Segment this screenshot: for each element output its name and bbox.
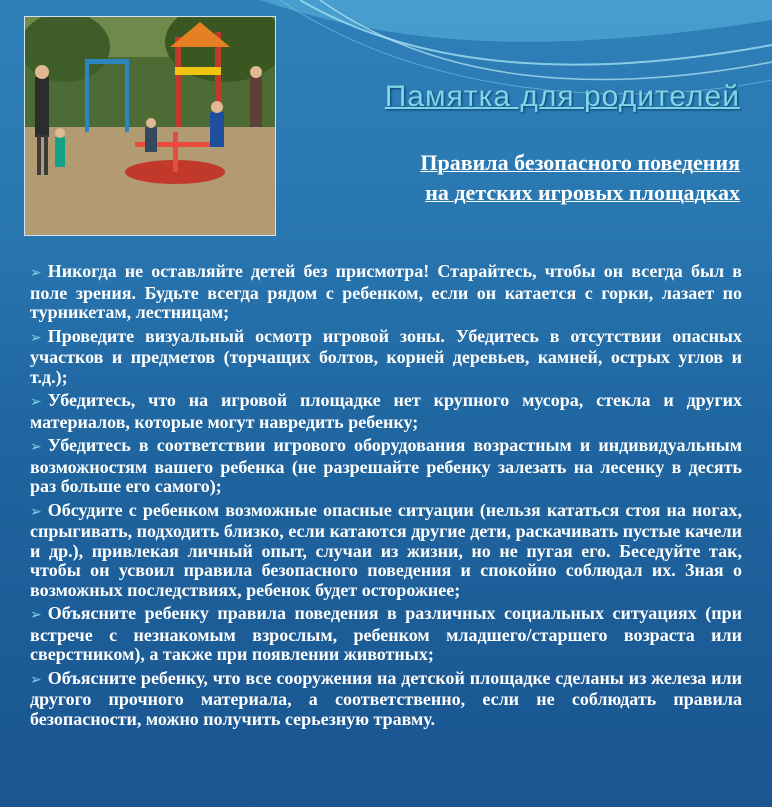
page-title: Памятка для родителей: [384, 80, 740, 113]
rule-text: Объясните ребенку, что все сооружения на детской площадке сделаны из железа или другого прочного материала, а соответственно, если не соблюдать правила безопасности, можно получить серьезную травму.: [30, 667, 742, 729]
arrow-bullet-icon: ➢: [30, 607, 42, 623]
rule-item: [30, 436, 742, 497]
arrow-bullet-icon: ➢: [30, 439, 42, 455]
arrow-bullet-icon: ➢: [30, 265, 42, 281]
rules-list: [30, 262, 742, 733]
rule-text: Убедитесь в соответствии игрового оборудования возрастным и индивидуальным возможностям вашего ребенка (не разрешайте ребенку залезать на лесенку в десять раз больше его самого);: [30, 435, 742, 496]
playground-photo: [24, 16, 276, 236]
rule-item: [30, 391, 742, 432]
arrow-bullet-icon: ➢: [30, 503, 42, 520]
rule-text: Обсудите с ребенком возможные опасные ситуации (нельзя кататься стоя на ногах, спрыгивать, подходить близко, если катаются другие дети, раскачивать пустые качели и др.), привлекая личный опыт, случаи из жизни, но не пугая его. Беседуйте так, чтобы он усвоил правила безопасного поведения и спокойно соблюдал их. Зная о возможных последствиях, ребенок будет осторожнее;: [30, 499, 742, 600]
arrow-bullet-icon: ➢: [30, 329, 42, 346]
subtitle: [290, 148, 740, 208]
subtitle-line-2: на детских игровых площадках: [425, 180, 740, 205]
rule-text: Никогда не оставляйте детей без присмотра! Старайтесь, чтобы он всегда был в поле зрения. Будьте всегда рядом с ребенком, если он катается с горки, лазает по турникетам, лестницам;: [30, 261, 742, 322]
rule-item: [30, 501, 742, 601]
rule-item: [30, 327, 742, 388]
rule-item: [30, 669, 742, 730]
rule-text: Убедитесь, что на игровой площадке нет крупного мусора, стекла и других материалов, которые могут навредить ребенку;: [30, 390, 742, 432]
rule-text: Объясните ребенку правила поведения в различных социальных ситуациях (при встрече с незнакомым взрослым, ребенком младшего/старшего возраста или сверстником), а также при появлении животных;: [30, 603, 742, 664]
rule-item: [30, 262, 742, 323]
arrow-bullet-icon: ➢: [30, 394, 42, 410]
subtitle-line-1: Правила безопасного поведения: [420, 150, 740, 175]
arrow-bullet-icon: ➢: [30, 671, 42, 688]
rule-text: Проведите визуальный осмотр игровой зоны. Убедитесь в отсутствии опасных участков и предметов (торчащих болтов, корней деревьев, камней, острых углов и т.д.);: [30, 325, 742, 387]
rule-item: [30, 604, 742, 665]
